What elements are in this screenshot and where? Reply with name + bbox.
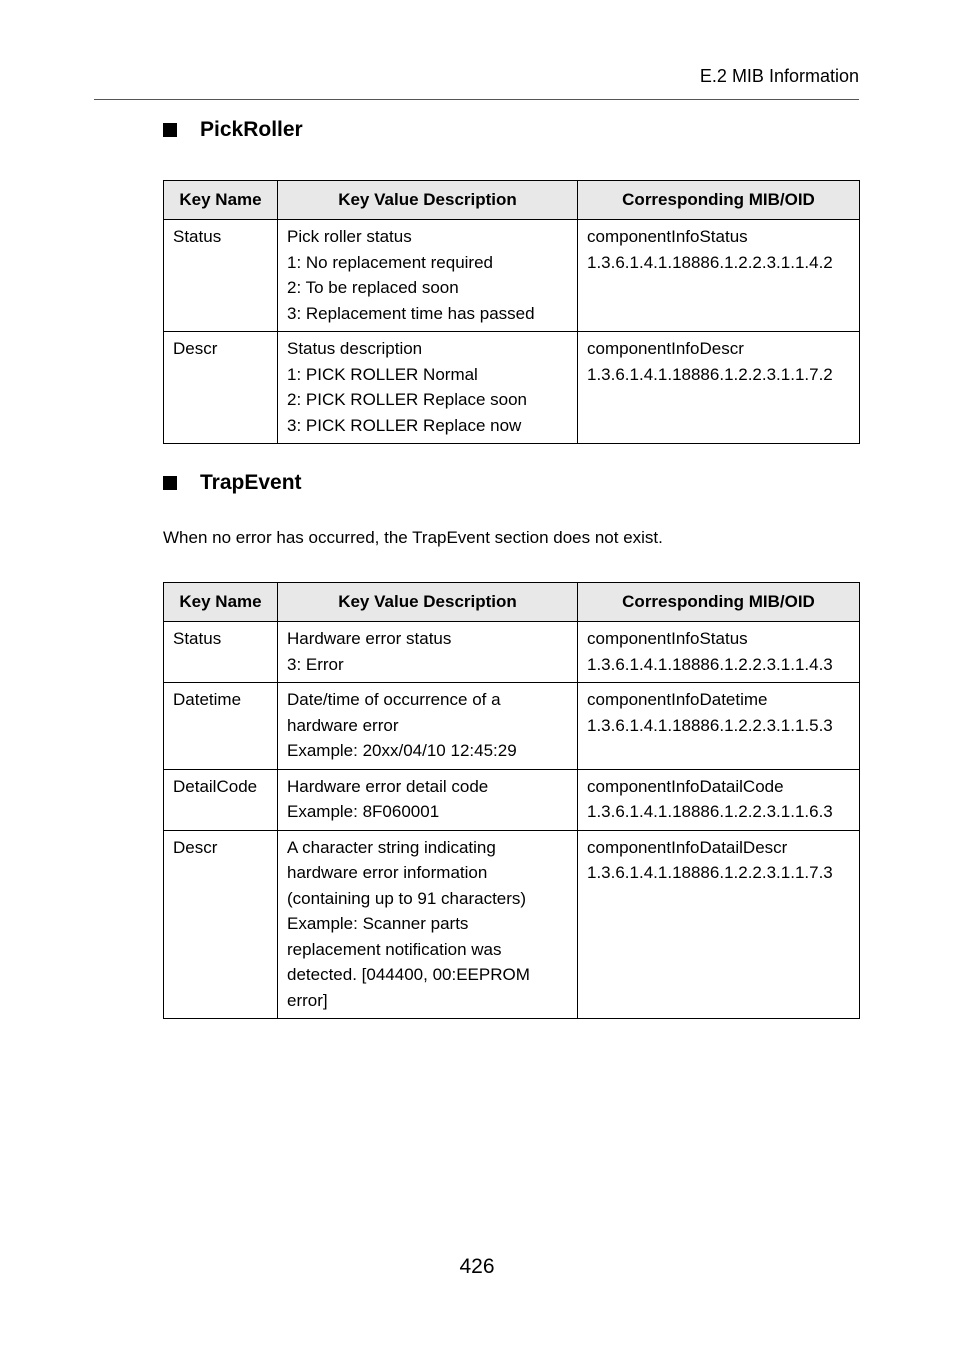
description-line: (containing up to 91 characters) bbox=[287, 888, 527, 908]
table-row bbox=[164, 332, 860, 444]
table-row bbox=[164, 683, 860, 770]
key-name-cell: Descr bbox=[164, 332, 278, 444]
description-line: Status description bbox=[287, 339, 423, 358]
description-line: 3: Replacement time has passed bbox=[287, 303, 535, 323]
section-title: PickRoller bbox=[200, 118, 303, 141]
header-title: E.2 MIB Information bbox=[699, 66, 859, 86]
description-line: A character string indicating bbox=[287, 837, 496, 857]
square-bullet-icon bbox=[163, 123, 177, 137]
key-value-description-cell bbox=[278, 220, 578, 332]
section-heading-pickroller bbox=[163, 118, 303, 142]
key-name-cell: Datetime bbox=[164, 683, 278, 770]
description-line: 1: No replacement required bbox=[287, 252, 494, 272]
table-row bbox=[164, 769, 860, 830]
description-line: 3: PICK ROLLER Replace now bbox=[287, 415, 522, 435]
description-line: Hardware error detail code bbox=[287, 776, 489, 796]
mib-line: componentInfoDatailCode bbox=[587, 776, 784, 796]
description-line: 2: To be replaced soon bbox=[287, 278, 459, 297]
column-header-key-name: Key Name bbox=[164, 181, 278, 220]
key-name-cell: DetailCode bbox=[164, 769, 278, 830]
section-heading-trapevent bbox=[163, 471, 302, 495]
description-line: Example: 8F060001 bbox=[287, 802, 440, 821]
key-value-description-cell bbox=[278, 622, 578, 683]
description-line: 2: PICK ROLLER Replace soon bbox=[287, 390, 528, 409]
key-value-description-cell bbox=[278, 830, 578, 1019]
description-line: Date/time of occurrence of a bbox=[287, 690, 501, 709]
description-line: detected. [044400, 00:EEPROM bbox=[287, 965, 530, 984]
description-line: error] bbox=[287, 990, 328, 1010]
table-row bbox=[164, 220, 860, 332]
mib-oid-cell bbox=[578, 220, 860, 332]
mib-oid-cell bbox=[578, 683, 860, 770]
mib-line: componentInfoStatus bbox=[587, 629, 748, 648]
description-line: hardware error information bbox=[287, 863, 488, 882]
mib-oid-cell bbox=[578, 622, 860, 683]
trapevent-table bbox=[163, 582, 860, 1019]
key-value-description-cell bbox=[278, 683, 578, 770]
mib-line: 1.3.6.1.4.1.18886.1.2.2.3.1.1.5.3 bbox=[587, 715, 833, 735]
section-title: TrapEvent bbox=[200, 471, 302, 494]
square-bullet-icon bbox=[163, 476, 177, 490]
description-line: Hardware error status bbox=[287, 629, 452, 648]
pickroller-table bbox=[163, 180, 860, 444]
key-value-description-cell bbox=[278, 332, 578, 444]
mib-line: componentInfoDatetime bbox=[587, 690, 768, 709]
mib-line: 1.3.6.1.4.1.18886.1.2.2.3.1.1.7.2 bbox=[587, 364, 833, 384]
page-number: 426 bbox=[459, 1255, 495, 1278]
description-line: replacement notification was bbox=[287, 939, 502, 959]
description-line: Example: 20xx/04/10 12:45:29 bbox=[287, 741, 517, 760]
description-line: hardware error bbox=[287, 715, 399, 735]
page-header bbox=[94, 62, 859, 100]
description-line: Pick roller status bbox=[287, 227, 412, 246]
column-header-mib-oid: Corresponding MIB/OID bbox=[578, 583, 860, 622]
key-value-description-cell bbox=[278, 769, 578, 830]
table-row bbox=[164, 830, 860, 1019]
key-name-cell: Descr bbox=[164, 830, 278, 1019]
mib-line: componentInfoDescr bbox=[587, 339, 744, 358]
column-header-key-value-description: Key Value Description bbox=[278, 583, 578, 622]
column-header-key-value-description: Key Value Description bbox=[278, 181, 578, 220]
mib-oid-cell bbox=[578, 830, 860, 1019]
table-row bbox=[164, 622, 860, 683]
mib-line: 1.3.6.1.4.1.18886.1.2.2.3.1.1.7.3 bbox=[587, 863, 833, 882]
mib-line: componentInfoStatus bbox=[587, 227, 748, 246]
mib-line: 1.3.6.1.4.1.18886.1.2.2.3.1.1.4.3 bbox=[587, 654, 833, 674]
mib-line: componentInfoDatailDescr bbox=[587, 837, 788, 857]
mib-line: 1.3.6.1.4.1.18886.1.2.2.3.1.1.6.3 bbox=[587, 802, 833, 821]
table-header-row bbox=[164, 583, 860, 622]
key-name-cell: Status bbox=[164, 622, 278, 683]
description-line: Example: Scanner parts bbox=[287, 914, 469, 933]
mib-oid-cell bbox=[578, 769, 860, 830]
table-header-row bbox=[164, 181, 860, 220]
description-line: 3: Error bbox=[287, 654, 344, 674]
trapevent-intro: When no error has occurred, the TrapEvent section does not exist. bbox=[163, 528, 663, 547]
column-header-mib-oid: Corresponding MIB/OID bbox=[578, 181, 860, 220]
mib-line: 1.3.6.1.4.1.18886.1.2.2.3.1.1.4.2 bbox=[587, 252, 833, 272]
column-header-key-name: Key Name bbox=[164, 583, 278, 622]
mib-oid-cell bbox=[578, 332, 860, 444]
key-name-cell: Status bbox=[164, 220, 278, 332]
description-line: 1: PICK ROLLER Normal bbox=[287, 364, 478, 384]
